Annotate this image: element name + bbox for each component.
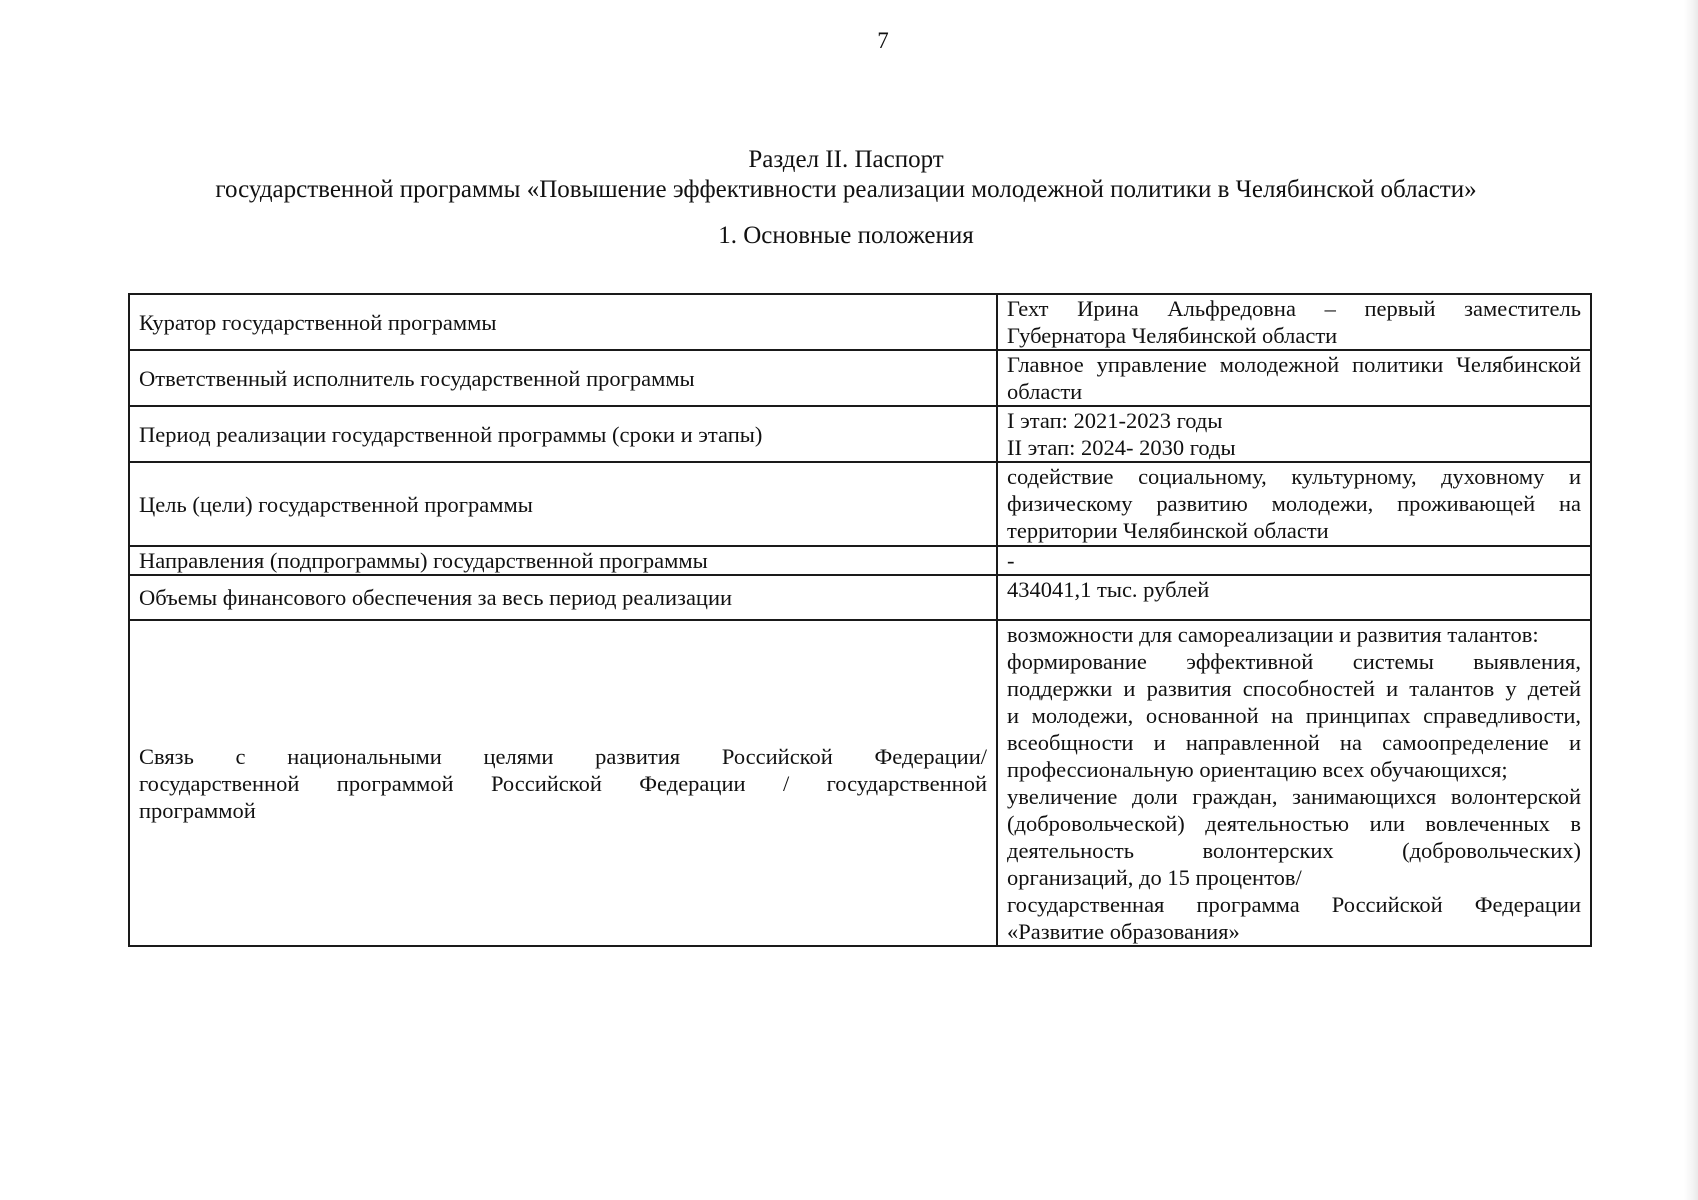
row-label-text: Объемы финансового обеспечения за весь период реализации [139, 585, 733, 610]
row-value-line: и молодежи, основанной на принципах справедливости, [1007, 703, 1581, 728]
row-label-line: государственной программой Российской Федерации / государственной [139, 770, 987, 796]
row-value-line: Гехт Ирина Альфредовна – первый заместитель [1007, 296, 1581, 321]
row-value-line: формирование эффективной системы выявления, [1007, 649, 1581, 674]
row-value-line: (добровольческой) деятельностью или вовлеченных в [1007, 811, 1581, 836]
row-value-line: - [1007, 548, 1015, 573]
row-label-line: Связь с национальными целями развития Российской Федерации/ [139, 743, 987, 769]
page-number: 7 [877, 28, 889, 53]
row-label [129, 406, 997, 462]
scan-edge-shadow [1684, 0, 1698, 1200]
row-value-line: II этап: 2024- 2030 годы [1007, 435, 1236, 460]
row-value [997, 462, 1591, 546]
row-value-line: физическому развитию молодежи, проживающей на [1007, 491, 1581, 516]
row-value-line: I этап: 2021-2023 годы [1007, 408, 1223, 433]
table-row [129, 406, 1591, 462]
row-value-line: 434041,1 тыс. рублей [1007, 577, 1210, 602]
row-label-line: программой [139, 797, 256, 823]
row-value-line: поддержки и развития способностей и талантов у детей [1007, 676, 1581, 701]
row-value-line: всеобщности и направленной на самоопределение и [1007, 730, 1581, 755]
row-value [997, 546, 1591, 575]
passport-table [128, 293, 1592, 947]
row-value-line: территории Челябинской области [1007, 518, 1329, 543]
row-value-line: увеличение доли граждан, занимающихся волонтерской [1007, 784, 1581, 809]
row-label [129, 294, 997, 350]
row-value [997, 294, 1591, 350]
row-label-text: Цель (цели) государственной программы [139, 491, 533, 517]
table-row [129, 620, 1591, 946]
row-label [129, 546, 997, 575]
row-label-text: Направления (подпрограммы) государственной программы [139, 548, 708, 573]
table-row [129, 546, 1591, 575]
row-label-text: Период реализации государственной программы (сроки и этапы) [139, 421, 763, 447]
row-label [129, 620, 997, 946]
program-title: государственной программы «Повышение эффективности реализации молодежной политики в Челябинской области» [215, 176, 1477, 203]
row-value [997, 406, 1591, 462]
row-value-line: профессиональную ориентацию всех обучающихся; [1007, 757, 1508, 782]
row-value [997, 350, 1591, 406]
row-label [129, 462, 997, 546]
row-value-line: организаций, до 15 процентов/ [1007, 865, 1302, 890]
row-value-line: области [1007, 379, 1083, 404]
row-value-line: «Развитие образования» [1007, 919, 1240, 944]
row-value-line: содействие социальному, культурному, духовному и [1007, 464, 1581, 489]
row-value-line: возможности для самореализации и развития талантов: [1007, 622, 1539, 647]
row-label [129, 575, 997, 620]
row-value-line: Главное управление молодежной политики Челябинской [1007, 352, 1581, 377]
row-value [997, 620, 1591, 946]
row-label-text: Куратор государственной программы [139, 309, 497, 335]
table-row [129, 575, 1591, 620]
table-row [129, 462, 1591, 546]
row-value [997, 575, 1591, 620]
row-value-line: государственная программа Российской Федерации [1007, 892, 1581, 917]
table-row [129, 350, 1591, 406]
row-value-line: Губернатора Челябинской области [1007, 323, 1338, 348]
row-value-line: деятельность волонтерских (добровольческих) [1007, 838, 1581, 863]
table-row [129, 294, 1591, 350]
subsection-title: 1. Основные положения [718, 222, 974, 249]
row-label-text: Ответственный исполнитель государственной программы [139, 365, 695, 391]
row-label [129, 350, 997, 406]
section-title: Раздел II. Паспорт [748, 146, 944, 173]
